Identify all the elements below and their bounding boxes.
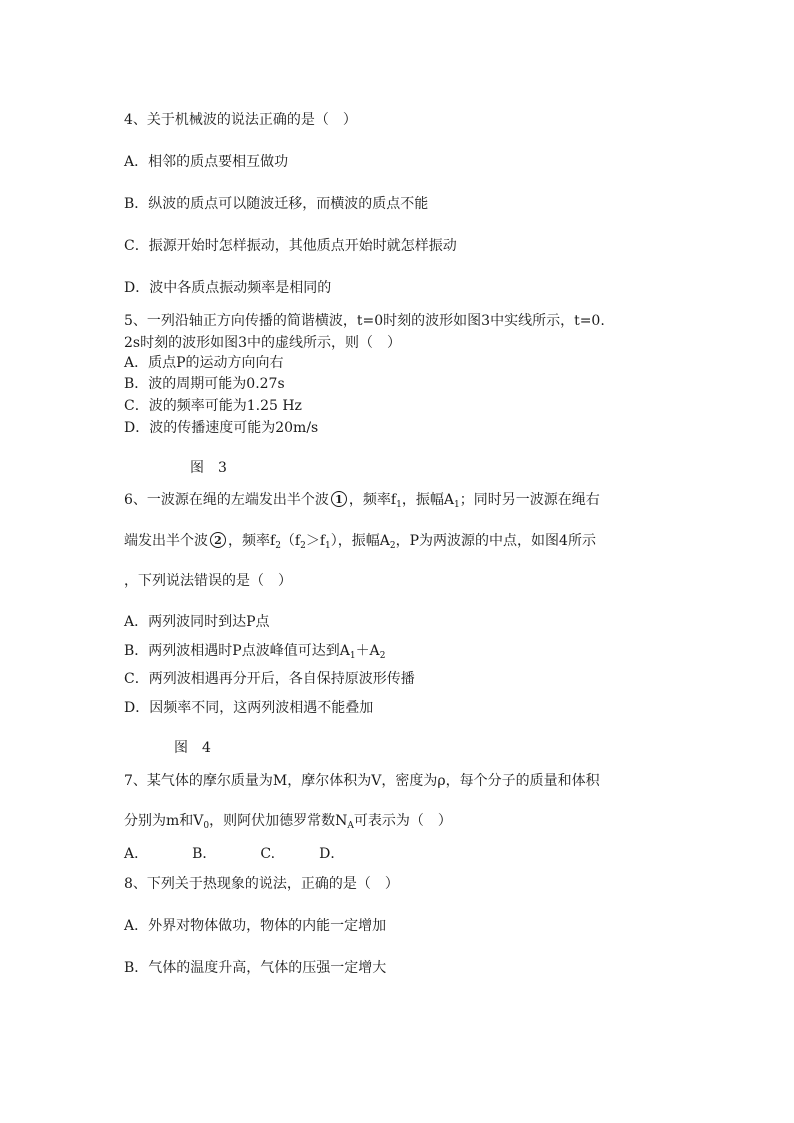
q6-text: ＞f	[305, 533, 326, 549]
q6-option-b	[124, 641, 385, 661]
q6-text: （f	[280, 533, 301, 549]
q8-stem: 8、下列关于热现象的说法，正确的是（ ）	[124, 876, 399, 892]
q4-option-b: B．纵波的质点可以随波迁移，而横波的质点不能	[124, 196, 429, 212]
q6-figure-caption: 图 4	[174, 740, 211, 756]
q7-stem-line2	[124, 811, 452, 831]
q5-option-d: D．波的传播速度可能为20m/s	[124, 420, 319, 436]
q6-text: ，频率f	[348, 492, 397, 508]
q6-stem-line3: ，下列说法错误的是（ ）	[124, 573, 292, 589]
q6-stem-line2	[124, 531, 596, 551]
q7-stem-line1: 7、某气体的摩尔质量为M，摩尔体积为V，密度为ρ，每个分子的质量和体积	[124, 773, 600, 789]
subscript: A	[347, 821, 354, 831]
q7-options	[124, 844, 344, 864]
q7-option-a: A．	[124, 846, 149, 862]
q6-b-text: B．两列波相遇时P点波峰值可达到A	[124, 643, 350, 659]
q6-text: 6、一波源在绳的左端发出半个波	[124, 492, 329, 508]
q6-b-text: ＋A	[355, 643, 380, 659]
q4-option-d: D．波中各质点振动频率是相同的	[124, 280, 332, 296]
q8-option-b: B．气体的温度升高，气体的压强一定增大	[124, 960, 387, 976]
q5-stem-line2: 2s时刻的波形如图3中的虚线所示，则（ ）	[124, 335, 401, 351]
q7-text: 可表示为（ ）	[353, 813, 452, 829]
q6-text: ），振幅A	[330, 533, 390, 549]
q5-option-b: B．波的周期可能为0.27s	[124, 376, 285, 392]
q7-option-d: D．	[319, 846, 345, 862]
subscript: 0	[203, 821, 210, 831]
q5-option-a: A．质点P的运动方向向右	[124, 355, 284, 371]
q7-text: 分别为m和V	[124, 813, 204, 829]
q6-text: 端发出半个波	[124, 533, 208, 549]
q6-text: ，振幅A	[401, 492, 454, 508]
subscript: 2	[300, 541, 306, 551]
q6-option-c: C．两列波相遇再分开后，各自保持原波形传播	[124, 671, 415, 687]
q6-text: ，P为两波源的中点，如图4所示	[395, 533, 596, 549]
q7-text: ，则阿伏加德罗常数N	[209, 813, 348, 829]
q7-option-b: B．	[192, 846, 217, 862]
q5-option-c: C．波的频率可能为1.25 Hz	[124, 398, 302, 414]
q4-stem: 4、关于机械波的说法正确的是（ ）	[124, 112, 357, 128]
q6-text: ，频率f	[228, 533, 276, 549]
q4-option-a: A．相邻的质点要相互做功	[124, 154, 289, 170]
subscript: 1	[349, 651, 356, 661]
q7-option-c: C.	[260, 846, 276, 862]
q4-option-c: C．振源开始时怎样振动，其他质点开始时就怎样振动	[124, 238, 457, 254]
subscript: 1	[396, 500, 402, 510]
q6-text: ；同时另一波源在绳右	[459, 492, 600, 508]
subscript: 2	[379, 651, 386, 661]
q8-option-a: A．外界对物体做功，物体的内能一定增加	[124, 918, 387, 934]
wave-2-marker: 2	[210, 532, 226, 548]
subscript: 1	[325, 541, 331, 551]
subscript: 2	[275, 541, 281, 551]
q6-option-a: A．两列波同时到达P点	[124, 614, 270, 630]
q5-figure-caption: 图 3	[190, 460, 227, 476]
q6-stem-line1	[124, 490, 600, 510]
subscript: 2	[389, 541, 396, 551]
q6-option-d: D．因频率不同，这两列波相遇不能叠加	[124, 700, 374, 716]
subscript: 1	[453, 500, 460, 510]
wave-1-marker: 1	[331, 491, 347, 507]
q5-stem-line1: 5、一列沿轴正方向传播的简谐横波，t=0时刻的波形如图3中实线所示，t=0.	[124, 313, 605, 329]
